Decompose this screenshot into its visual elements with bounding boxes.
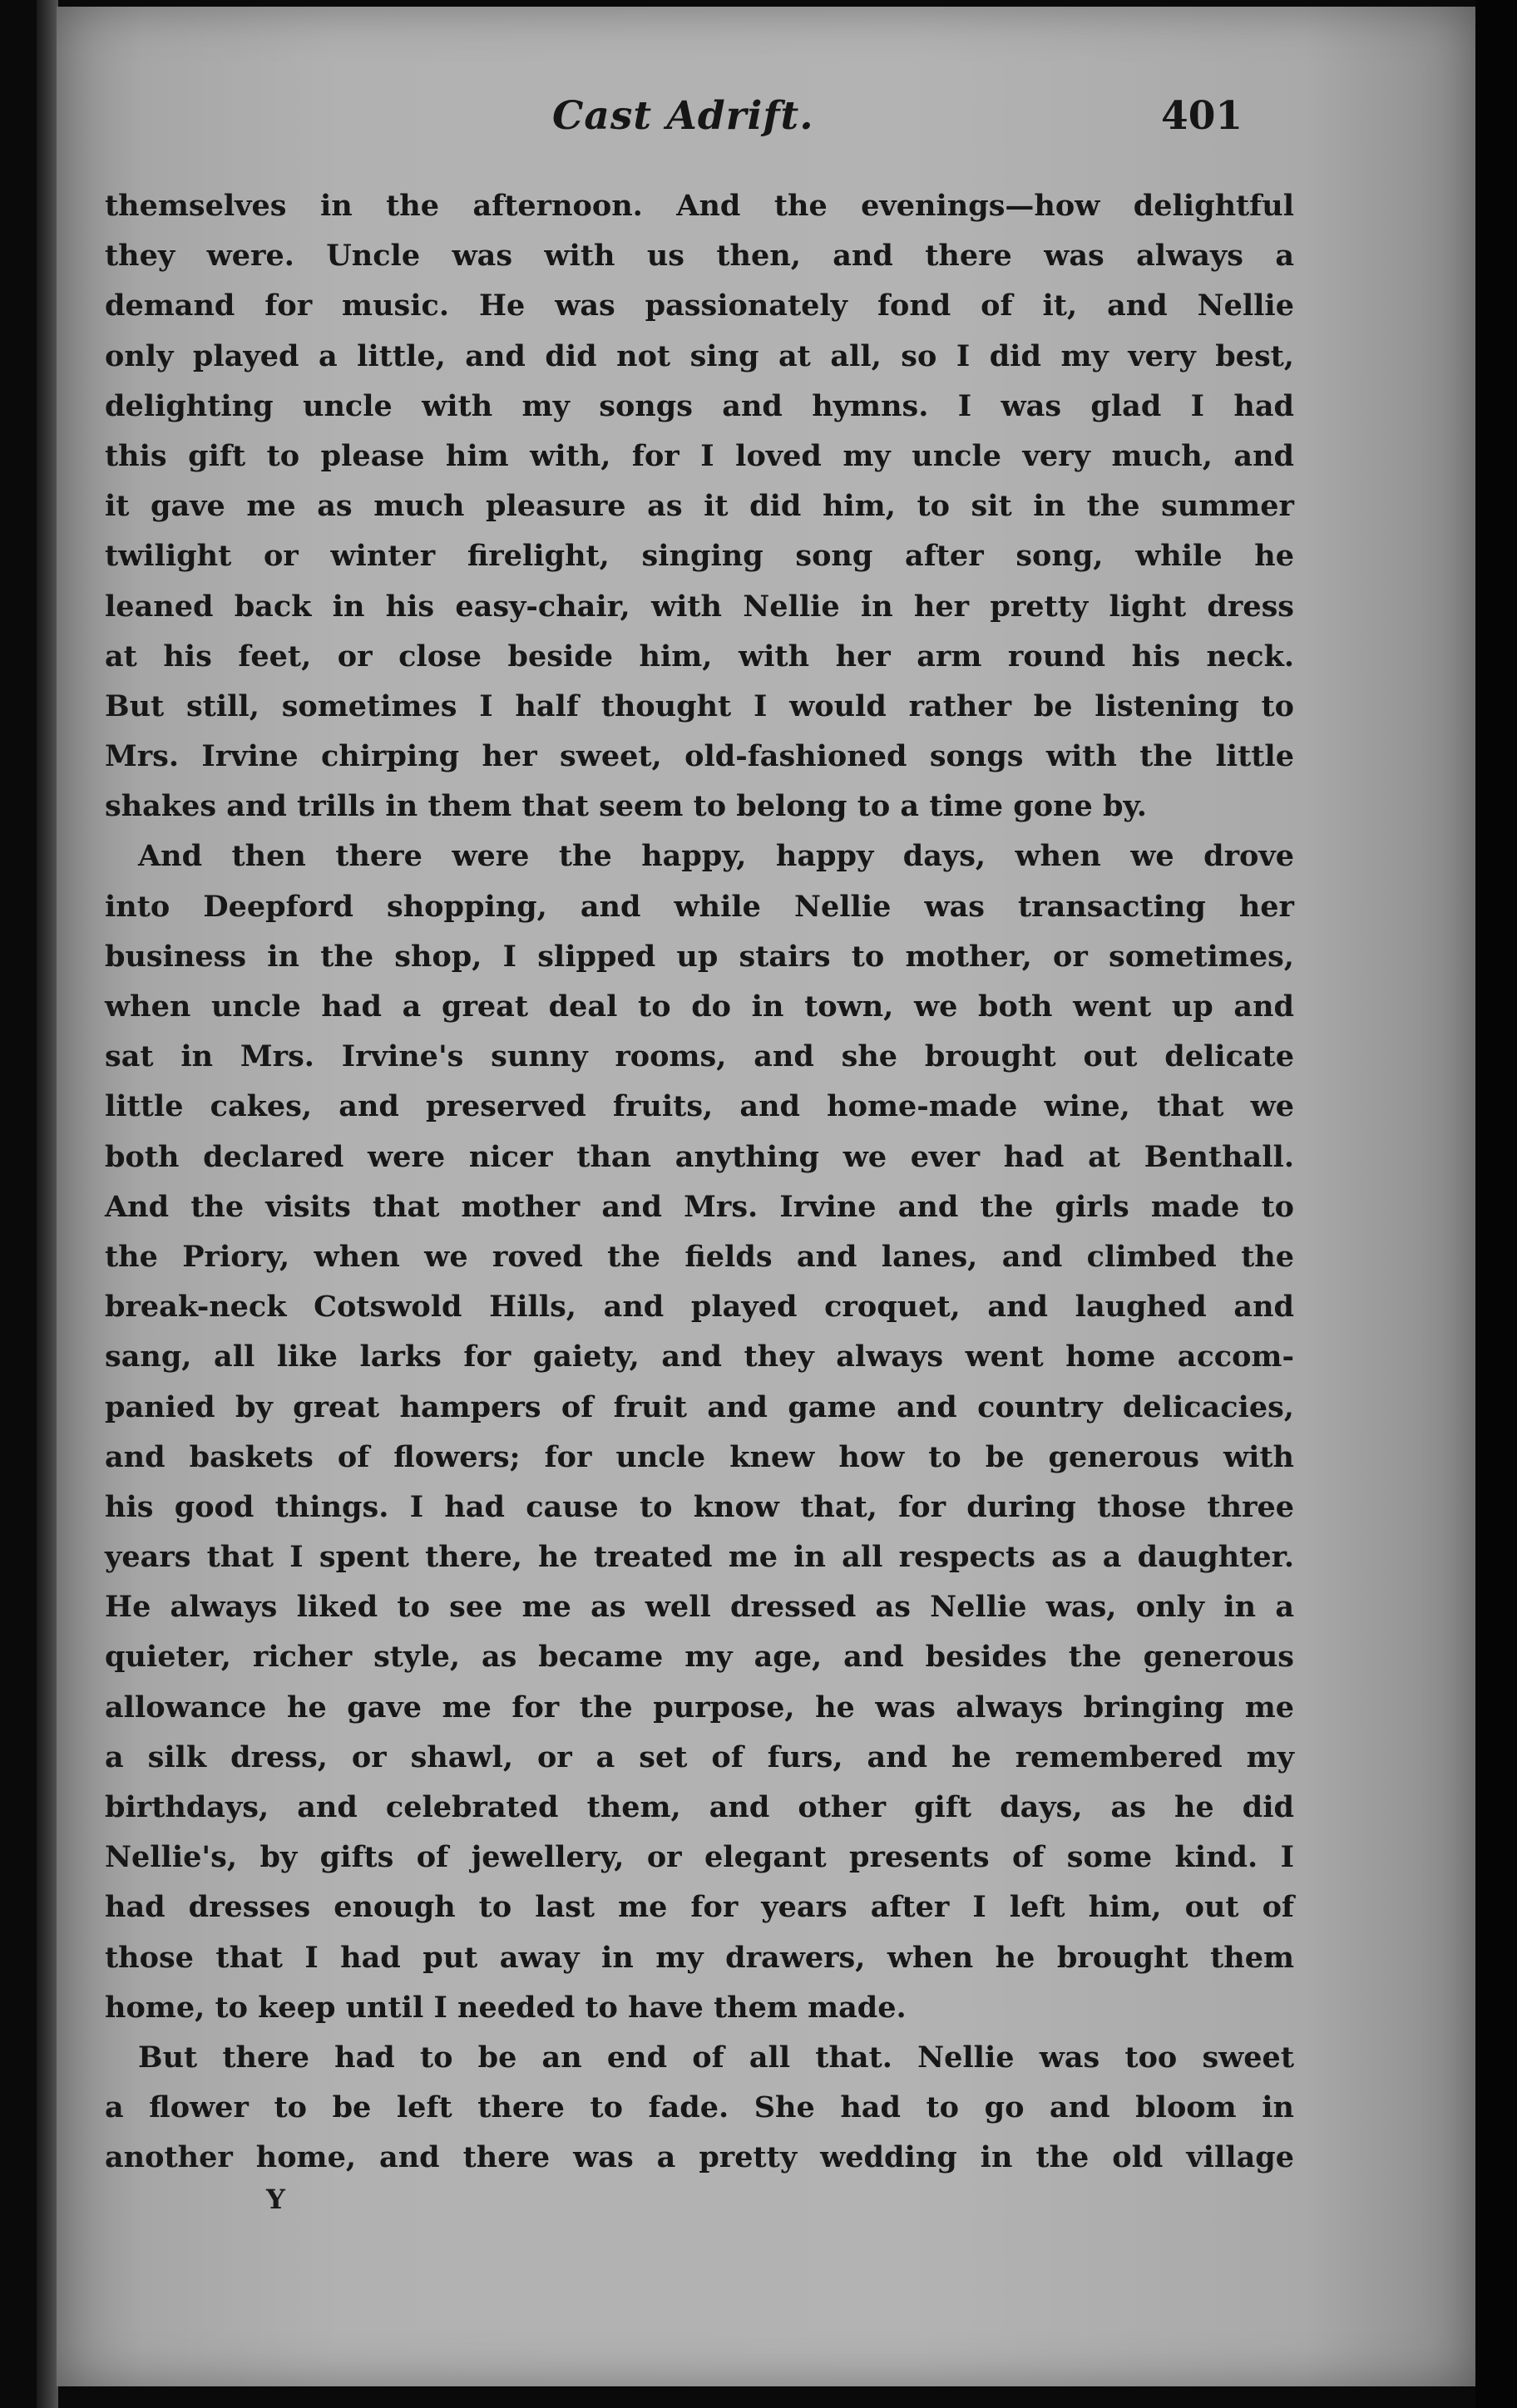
book-page bbox=[57, 7, 1475, 2386]
signature-mark: Y bbox=[266, 2183, 285, 2215]
text-line: Mrs. Irvine chirping her sweet, old-fashioned songs with the little bbox=[105, 739, 1294, 774]
page-number: 401 bbox=[1161, 93, 1243, 139]
text-line: twilight or winter firelight, singing song after song, while he bbox=[105, 539, 1294, 574]
text-line: they were. Uncle was with us then, and there was always a bbox=[105, 239, 1294, 274]
page-header bbox=[57, 86, 1475, 153]
text-line: and baskets of flowers; for uncle knew how to be generous with bbox=[105, 1439, 1294, 1474]
text-line: both declared were nicer than anything we ever had at Benthall. bbox=[105, 1139, 1294, 1174]
body-text bbox=[105, 181, 1294, 2183]
running-head: Cast Adrift. bbox=[552, 93, 814, 139]
text-line: sang, all like larks for gaiety, and they always went home accom- bbox=[105, 1340, 1294, 1374]
text-line: little cakes, and preserved fruits, and home-made wine, that we bbox=[105, 1089, 1294, 1124]
text-line: quieter, richer style, as became my age, and besides the generous bbox=[105, 1640, 1294, 1675]
text-line: Nellie's, by gifts of jewellery, or elegant presents of some kind. I bbox=[105, 1840, 1294, 1875]
text-line: sat in Mrs. Irvine's sunny rooms, and she brought out delicate bbox=[105, 1039, 1294, 1074]
text-line: birthdays, and celebrated them, and other gift days, as he did bbox=[105, 1790, 1294, 1824]
text-line: But there had to be an end of all that. Nellie was too sweet bbox=[138, 2040, 1294, 2075]
text-line: And the visits that mother and Mrs. Irvine and the girls made to bbox=[105, 1189, 1294, 1224]
text-line: when uncle had a great deal to do in town, we both went up and bbox=[105, 989, 1294, 1024]
text-line: But still, sometimes I half thought I would rather be listening to bbox=[105, 688, 1294, 723]
text-line: themselves in the afternoon. And the evenings—how delightful bbox=[105, 189, 1294, 223]
text-line: it gave me as much pleasure as it did him, to sit in the summer bbox=[105, 489, 1294, 524]
text-line: break-neck Cotswold Hills, and played croquet, and laughed and bbox=[105, 1290, 1294, 1325]
text-line: And then there were the happy, happy days, when we drove bbox=[138, 839, 1294, 874]
text-line: only played a little, and did not sing at all, so I did my very best, bbox=[105, 338, 1294, 373]
text-line: into Deepford shopping, and while Nellie was transacting her bbox=[105, 889, 1294, 924]
text-line: He always liked to see me as well dressed as Nellie was, only in a bbox=[105, 1590, 1294, 1625]
text-line: business in the shop, I slipped up stairs to mother, or sometimes, bbox=[105, 939, 1294, 974]
text-line: shakes and trills in them that seem to belong to a time gone by. bbox=[105, 789, 1147, 824]
text-line: home, to keep until I needed to have them made. bbox=[105, 1990, 907, 2025]
scan-right-margin bbox=[1475, 0, 1517, 2408]
text-line: this gift to please him with, for I loved my uncle very much, and bbox=[105, 438, 1294, 473]
text-line: another home, and there was a pretty wedding in the old village bbox=[105, 2140, 1294, 2175]
text-line: panied by great hampers of fruit and game and country delicacies, bbox=[105, 1389, 1294, 1424]
text-line: those that I had put away in my drawers, when he brought them bbox=[105, 1940, 1294, 1975]
text-line: delighting uncle with my songs and hymns. I was glad I had bbox=[105, 388, 1294, 423]
text-line: had dresses enough to last me for years after I left him, out of bbox=[105, 1890, 1294, 1925]
scan-left-margin bbox=[37, 0, 58, 2408]
text-line: at his feet, or close beside him, with her arm round his neck. bbox=[105, 639, 1294, 674]
text-line: the Priory, when we roved the fields and lanes, and climbed the bbox=[105, 1239, 1294, 1274]
text-line: his good things. I had cause to know that, for during those three bbox=[105, 1489, 1294, 1524]
text-line: years that I spent there, he treated me in all respects as a daughter. bbox=[105, 1540, 1294, 1575]
text-line: a flower to be left there to fade. She had to go and bloom in bbox=[105, 2090, 1294, 2125]
text-line: allowance he gave me for the purpose, he was always bringing me bbox=[105, 1690, 1294, 1725]
text-line: leaned back in his easy-chair, with Nellie in her pretty light dress bbox=[105, 589, 1294, 624]
text-line: a silk dress, or shawl, or a set of furs, and he remembered my bbox=[105, 1739, 1294, 1774]
text-line: demand for music. He was passionately fond of it, and Nellie bbox=[105, 289, 1294, 323]
